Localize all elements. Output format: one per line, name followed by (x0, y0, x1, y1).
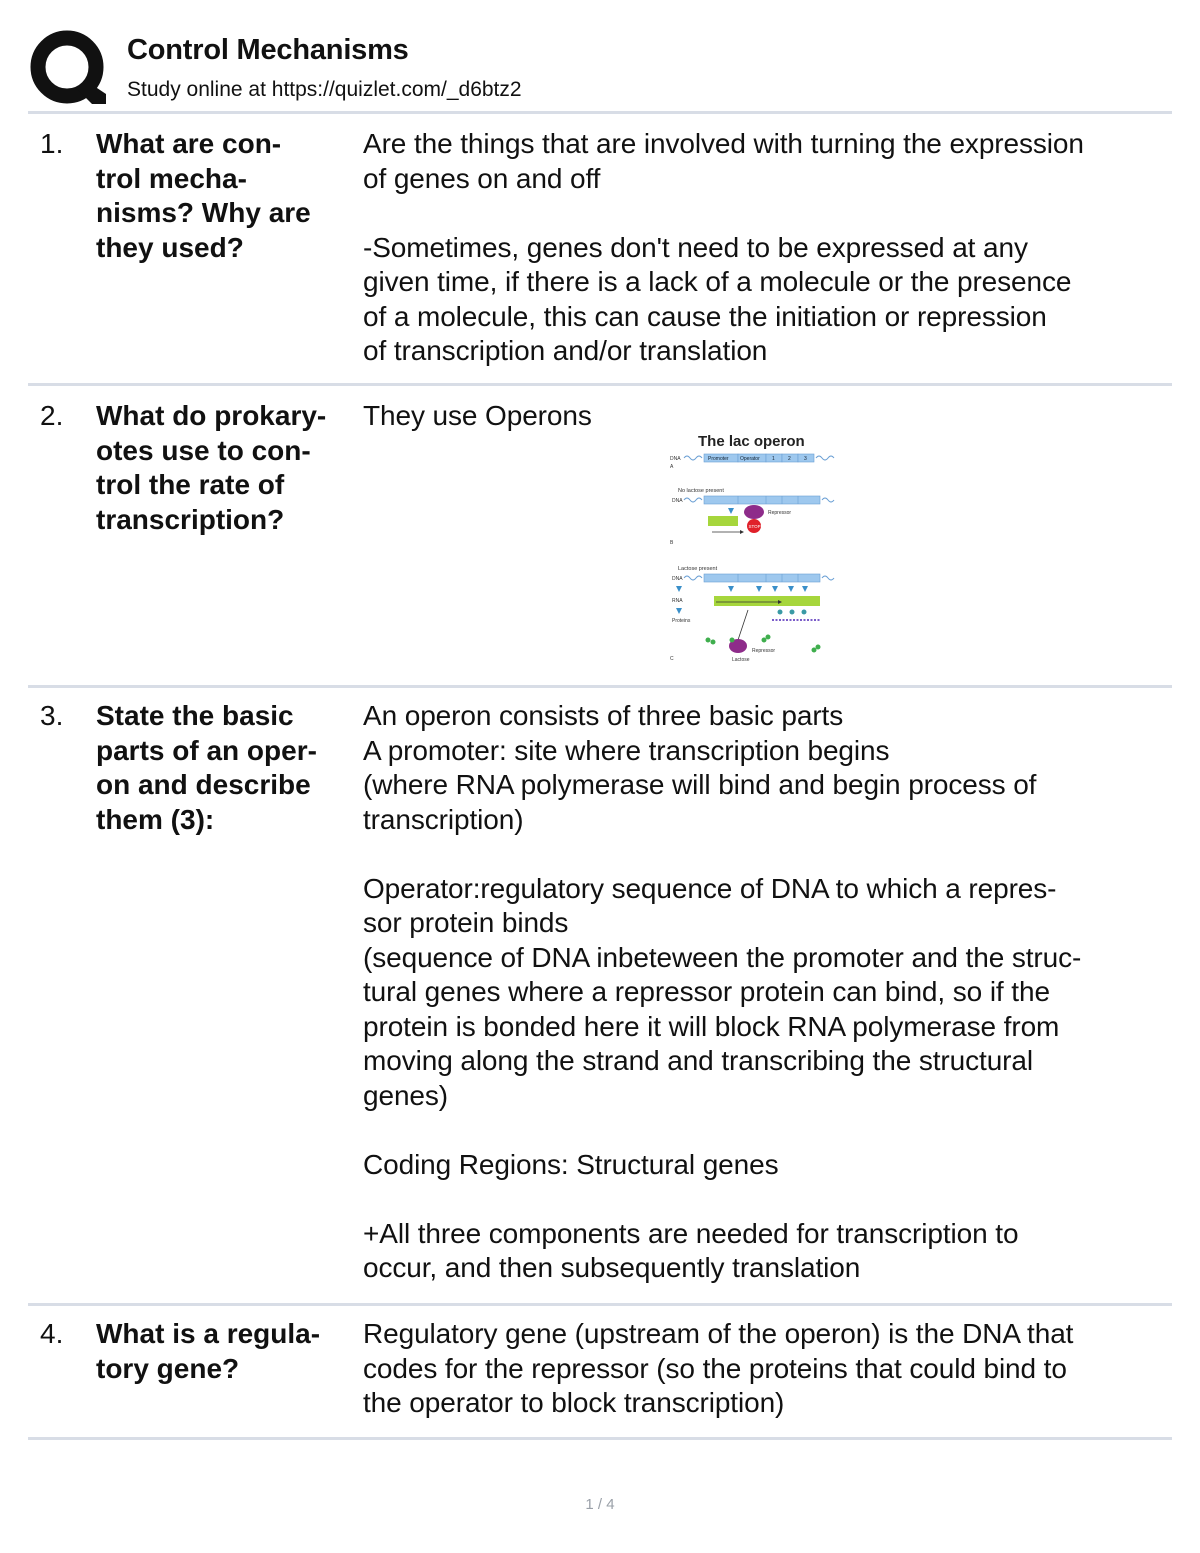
card-number: 3. (40, 700, 64, 731)
card-answer: An operon consists of three basic parts A promoter: site where transcription begins (where RNA polymerase will bind and begin process of transcription) Operator:regulatory sequence of DNA to which a repres- sor protein binds (sequence of DNA inbeteween the promoter and the struc- tural genes where a repressor protein can bind, so if the protein is bonded here it will block RNA polymerase from moving along the strand and transcribing the structural genes) Coding Regions: Structural genes +All three components are needed for transcription to occur, and then subsequently translation (363, 700, 1082, 1283)
panel-c-label: C (670, 656, 674, 662)
study-online-link-text: Study online at https://quizlet.com/_d6btz2 (127, 78, 522, 101)
dna-strand-b (704, 496, 820, 504)
lactose-molecule (766, 635, 771, 640)
dna-label: DNA (670, 456, 681, 462)
dna-strand-c (704, 574, 820, 582)
card-answer: Are the things that are involved with turning the expression of genes on and off -Sometimes, genes don't need to be expressed at any given time, if there is a lack of a molecule or the presence of a molecule, this can cause the initiation or repression of transcription and/or translation (363, 128, 1084, 366)
dna-label: DNA (672, 498, 683, 504)
card-question: What do prokary- otes use to con- trol the rate of transcription? (96, 400, 327, 535)
repressor-label: Repressor (752, 648, 776, 654)
arrow-icon (788, 586, 794, 592)
card-number: 1. (40, 128, 64, 159)
arrow-icon (756, 586, 762, 592)
panel-a-label: A (670, 464, 674, 470)
card-number: 2. (40, 400, 64, 431)
page-number: 1 / 4 (585, 1496, 615, 1513)
repressor-protein (744, 505, 764, 519)
lactose-molecule (706, 638, 711, 643)
lactose-molecule (812, 648, 817, 653)
figure-title: The lac operon (698, 433, 805, 450)
arrow-icon (676, 608, 682, 614)
lactose-molecule (730, 638, 735, 643)
operator-label: Operator (740, 456, 760, 462)
panel-b-label: B (670, 540, 674, 546)
arrow-icon (772, 586, 778, 592)
card-number: 4. (40, 1318, 64, 1349)
card-divider (28, 1437, 1172, 1440)
promoter-label: Promoter (708, 456, 729, 462)
card-answer: They use Operons (363, 400, 592, 431)
card-answer: Regulatory gene (upstream of the operon) is the DNA that codes for the repressor (so the proteins that could bind to the operator to block transcription) (363, 1318, 1074, 1418)
quizlet-logo-icon (30, 30, 108, 108)
lac-operon-diagram (668, 428, 850, 666)
no-lactose-label: No lactose present (678, 488, 724, 494)
card-divider (28, 685, 1172, 688)
mrna-strand (714, 596, 820, 606)
arrow-icon (676, 586, 682, 592)
lactose-molecule (762, 638, 767, 643)
stop-label: STOP (748, 524, 761, 529)
lactose-label: Lactose (732, 657, 750, 663)
header-divider (28, 111, 1172, 114)
card-question: What is a regula- tory gene? (96, 1318, 321, 1384)
gene-3-label: 3 (804, 456, 807, 462)
rna-polymerase-block (708, 516, 738, 526)
lactose-molecule (711, 640, 716, 645)
lactose-present-label: Lactose present (678, 566, 718, 572)
gene-1-label: 1 (772, 456, 775, 462)
rna-label: RNA (672, 598, 683, 604)
dna-label: DNA (672, 576, 683, 582)
arrow-icon (728, 508, 734, 514)
card-question: State the basic parts of an oper- on and describe them (3): (96, 700, 317, 835)
proteins-label: Proteins (672, 618, 691, 624)
arrow-icon (728, 586, 734, 592)
card-divider (28, 1303, 1172, 1306)
card-question: What are con- trol mecha- nisms? Why are they used? (96, 128, 311, 263)
repressor-label: Repressor (768, 510, 792, 516)
arrow-icon (802, 586, 808, 592)
card-divider (28, 383, 1172, 386)
gene-2-label: 2 (788, 456, 791, 462)
page-title: Control Mechanisms (127, 34, 409, 66)
lactose-molecule (816, 645, 821, 650)
